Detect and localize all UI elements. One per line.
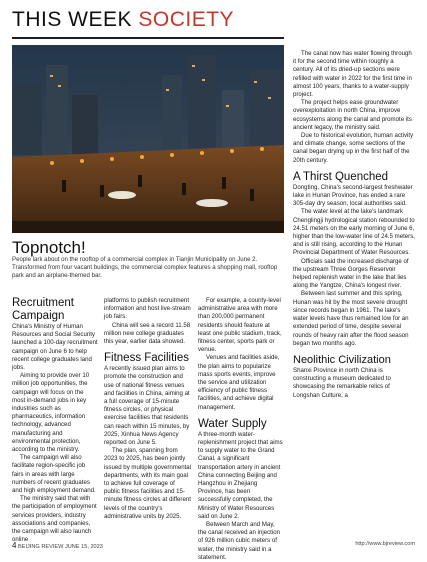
thirst-p3: Officials said the increased discharge of the upstream Three Gorges Reservoir helped replenish water in the lake that lies along the Yangtze, China's longest river. bbox=[293, 257, 409, 290]
water-title: Water Supply bbox=[198, 417, 267, 430]
column-2 bbox=[104, 297, 192, 521]
section-kicker bbox=[12, 8, 234, 32]
water-p2: Between March and May, the canal received an injection of 926 million cubic meters of water, the ministry said in a statement. bbox=[198, 521, 280, 561]
fitness-title: Fitness Facilities bbox=[104, 352, 189, 365]
water-p5: Due to historical evolution, human activity and climate change, some sections of the canal began drying up in the first half of the 20th century. bbox=[293, 132, 414, 164]
fitness-p4: Venues and facilities aside, the plan aims to popularize mass sports events, improve the service and utilization efficiency of public fitness facilities, and achieve digital management. bbox=[198, 354, 280, 411]
fitness-p3: For example, a county-level administrative area with more than 200,000 permanent residents should feature at least one public stadium, track, fitness center, sports park or venue. bbox=[198, 297, 282, 354]
recruitment-p4: The ministry said that with the participation of employment services providers, industry associations and companies, the campaign will also launch online bbox=[12, 495, 97, 544]
thirst-title: A Thirst Quenched bbox=[293, 170, 389, 183]
footer-left bbox=[12, 541, 103, 550]
water-p3: The canal now has water flowing through it for the second time within roughly a century. All of its dried-up sections were refilled with water in 2022 for the first time in almost 100 years, thanks to a water-supply project. bbox=[293, 50, 412, 99]
website-link[interactable]: http://www.bjreview.com bbox=[355, 541, 415, 547]
recruitment-p1: China's Ministry of Human Resources and Social Security launched a 100-day recruitment campaign on June 6 to help recent college graduates land jobs. bbox=[12, 323, 98, 372]
column-1 bbox=[12, 297, 98, 544]
neolithic-p1: Shanxi Province in north China is constructing a museum dedicated to showcasing the remarkable relics of Longshan Culture, a bbox=[293, 366, 391, 399]
recruitment-p5: platforms to publish recruitment information and host live-stream job fairs. bbox=[104, 297, 191, 321]
page-number: 4 bbox=[12, 541, 17, 550]
section-header bbox=[12, 8, 284, 34]
recruitment-p3: The campaign will also facilitate region-specific job fairs in areas with large numbers of recent graduates and high employment demand. bbox=[12, 454, 96, 495]
recruitment-title: Recruitment Campaign bbox=[12, 297, 74, 322]
publication-name: BEIJING REVIEW JUNE 15, 2023 bbox=[18, 544, 103, 550]
water-p1: A three-month water-replenishment project that aims to supply water to the Grand Canal, a significant transportation artery in ancient China connecting Beijing and Hangzhou in Zhejiang Province, has been successfully completed, the Ministry of Water Resources said on June 2. bbox=[198, 430, 283, 520]
column-3 bbox=[198, 297, 284, 562]
fitness-p1: A recently issued plan aims to promote the construction and use of national fitness venues and facilities in China, aiming at a full coverage of 15-minute fitness circles, or physical exercise facilities that residents can reach within 15 minutes, by 2025, Xinhua News Agency reported on June 5. bbox=[104, 365, 190, 447]
water-p4: The project helps ease groundwater overexploitation in north China, improve ecosystems along the canal and promote its ancient legacy, the ministry said. bbox=[293, 99, 412, 131]
lead-caption: People lark about on the rooftop of a commercial complex in Tianjin Municipality on June 2. Transformed from four vacant buildings, the commercial complex features a shopping mall, rooftop park and an airplane-themed bar. bbox=[12, 256, 278, 280]
column-4 bbox=[293, 50, 415, 400]
recruitment-p2: Aiming to provide over 10 million job opportunities, the campaign will focus on the most in-demand jobs in key industries such as pharmaceutics, information technology, advanced manufacturing and environmental protection, according to the ministry. bbox=[12, 372, 90, 454]
header-rule bbox=[12, 37, 284, 39]
lead-headline: Topnotch! bbox=[12, 238, 86, 257]
kicker-text: THIS WEEK bbox=[12, 8, 133, 31]
thirst-p4: Between last summer and this spring, Hunan was hit by the most severe drought since records began in 1961. The lake's water levels have thus remained low for an extended period of time, despite several rounds of heavy rain after the flood season began two months ago. bbox=[293, 290, 409, 347]
thirst-p2: The water level at the lake's landmark Chenglingji hydrological station rebounded to 24.51 meters on the early morning of June 6, higher than the low-water line of 24.5 meters, and is still rising, according to the Hunan Provincial Department of Water Resources. bbox=[293, 208, 415, 257]
lead-photo bbox=[12, 45, 284, 233]
fitness-p2: The plan, spanning from 2023 to 2025, has been jointly issued by multiple governmental departments, with its main goal to achieve full coverage of public fitness facilities and 15-minute fitness circles at different levels of the country's administrative units by 2025. bbox=[104, 447, 192, 520]
section-name: SOCIETY bbox=[138, 8, 235, 31]
recruitment-p6: China will see a record 11.58 million new college graduates this year, earlier data showed. bbox=[104, 321, 191, 346]
thirst-p1: Dongting, China's second-largest freshwater lake in Hunan Province, has ended a rare 305-day dry season, local authorities said. bbox=[293, 183, 413, 208]
neolithic-title: Neolithic Civilization bbox=[293, 353, 391, 366]
